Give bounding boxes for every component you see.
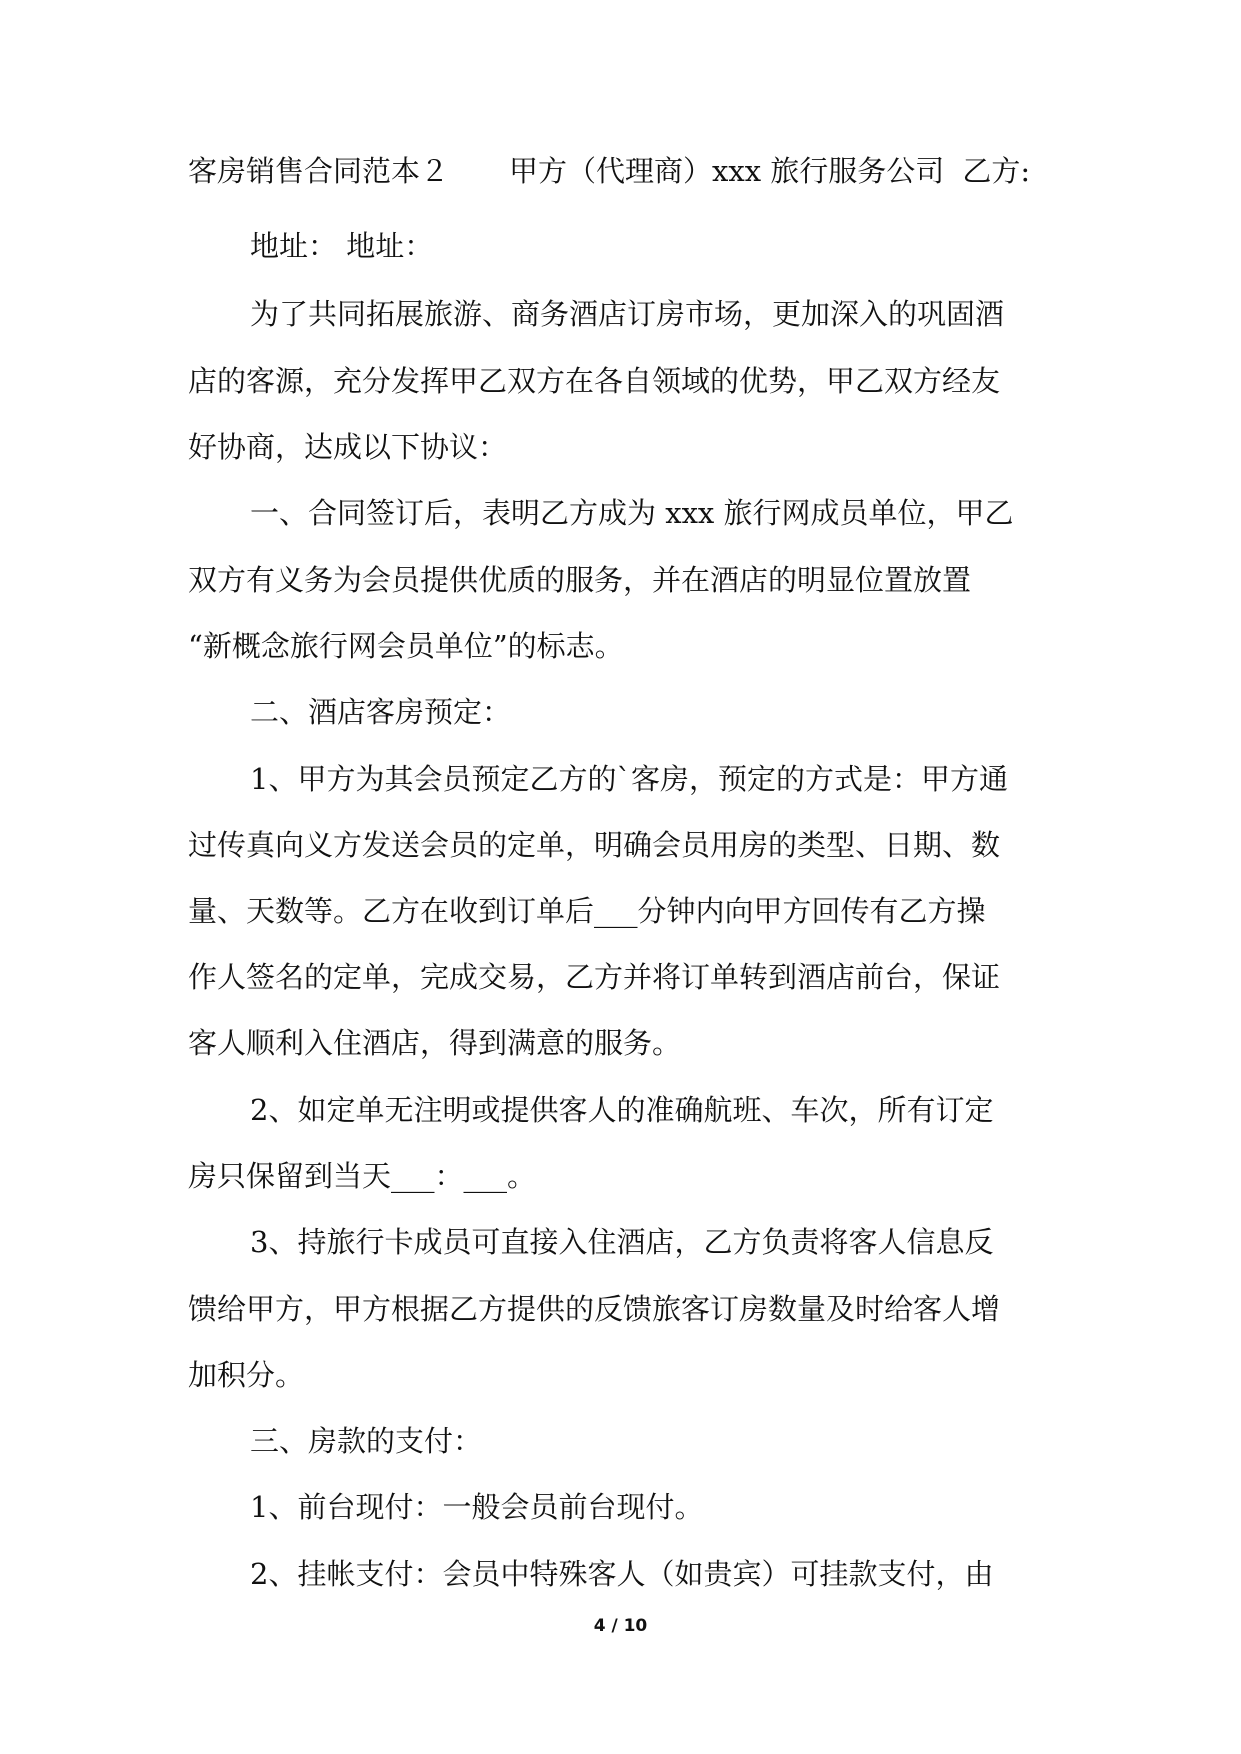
heading-line: [188, 151, 1030, 191]
paragraph-line: 一、合同签订后，表明乙方成为 xxx 旅行网成员单位，甲乙: [250, 496, 1014, 530]
paragraph-line: 好协商，达成以下协议：: [188, 430, 508, 464]
party-a-label: 甲方（代理商）xxx 旅行服务公司: [509, 154, 945, 188]
paragraph-line: 1、甲方为其会员预定乙方的`客房，预定的方式是：甲方通: [250, 762, 1008, 796]
paragraph-line: 量、天数等。乙方在收到订单后___分钟内向甲方回传有乙方操: [188, 894, 986, 928]
paragraph-line: 1、前台现付：一般会员前台现付。: [250, 1490, 704, 1524]
paragraph-line: 为了共同拓展旅游、商务酒店订房市场，更加深入的巩固酒: [250, 297, 1005, 331]
paragraph-line: 房只保留到当天___：___。: [188, 1159, 537, 1193]
paragraph-line: 店的客源，充分发挥甲乙双方在各自领域的优势，甲乙双方经友: [188, 364, 1001, 398]
paragraph-line: 双方有义务为会员提供优质的服务，并在酒店的明显位置放置: [188, 563, 972, 597]
document-title: 客房销售合同范本２: [188, 154, 450, 188]
paragraph-line: 2、如定单无注明或提供客人的准确航班、车次，所有订定: [250, 1093, 994, 1127]
paragraph-line: 2、挂帐支付：会员中特殊客人（如贵宾）可挂款支付，由: [250, 1557, 994, 1591]
paragraph-line: 加积分。: [188, 1358, 305, 1392]
paragraph-line: 3、持旅行卡成员可直接入住酒店，乙方负责将客人信息反: [250, 1225, 994, 1259]
page-number: 4 / 10: [593, 1616, 648, 1636]
address-line: 地址： 地址：: [250, 229, 434, 263]
section-heading: 二、酒店客房预定：: [250, 695, 512, 729]
paragraph-line: 客人顺利入住酒店，得到满意的服务。: [188, 1026, 682, 1060]
paragraph-line: 过传真向义方发送会员的定单，明确会员用房的类型、日期、数: [188, 828, 1001, 862]
party-b-label: 乙方:: [962, 154, 1031, 188]
section-heading: 三、房款的支付：: [250, 1424, 483, 1458]
paragraph-line: 作人签名的定单，完成交易，乙方并将订单转到酒店前台，保证: [188, 960, 1001, 994]
paragraph-line: 馈给甲方，甲方根据乙方提供的反馈旅客订房数量及时给客人增: [188, 1292, 1001, 1326]
paragraph-line: “新概念旅行网会员单位”的标志。: [188, 629, 624, 663]
